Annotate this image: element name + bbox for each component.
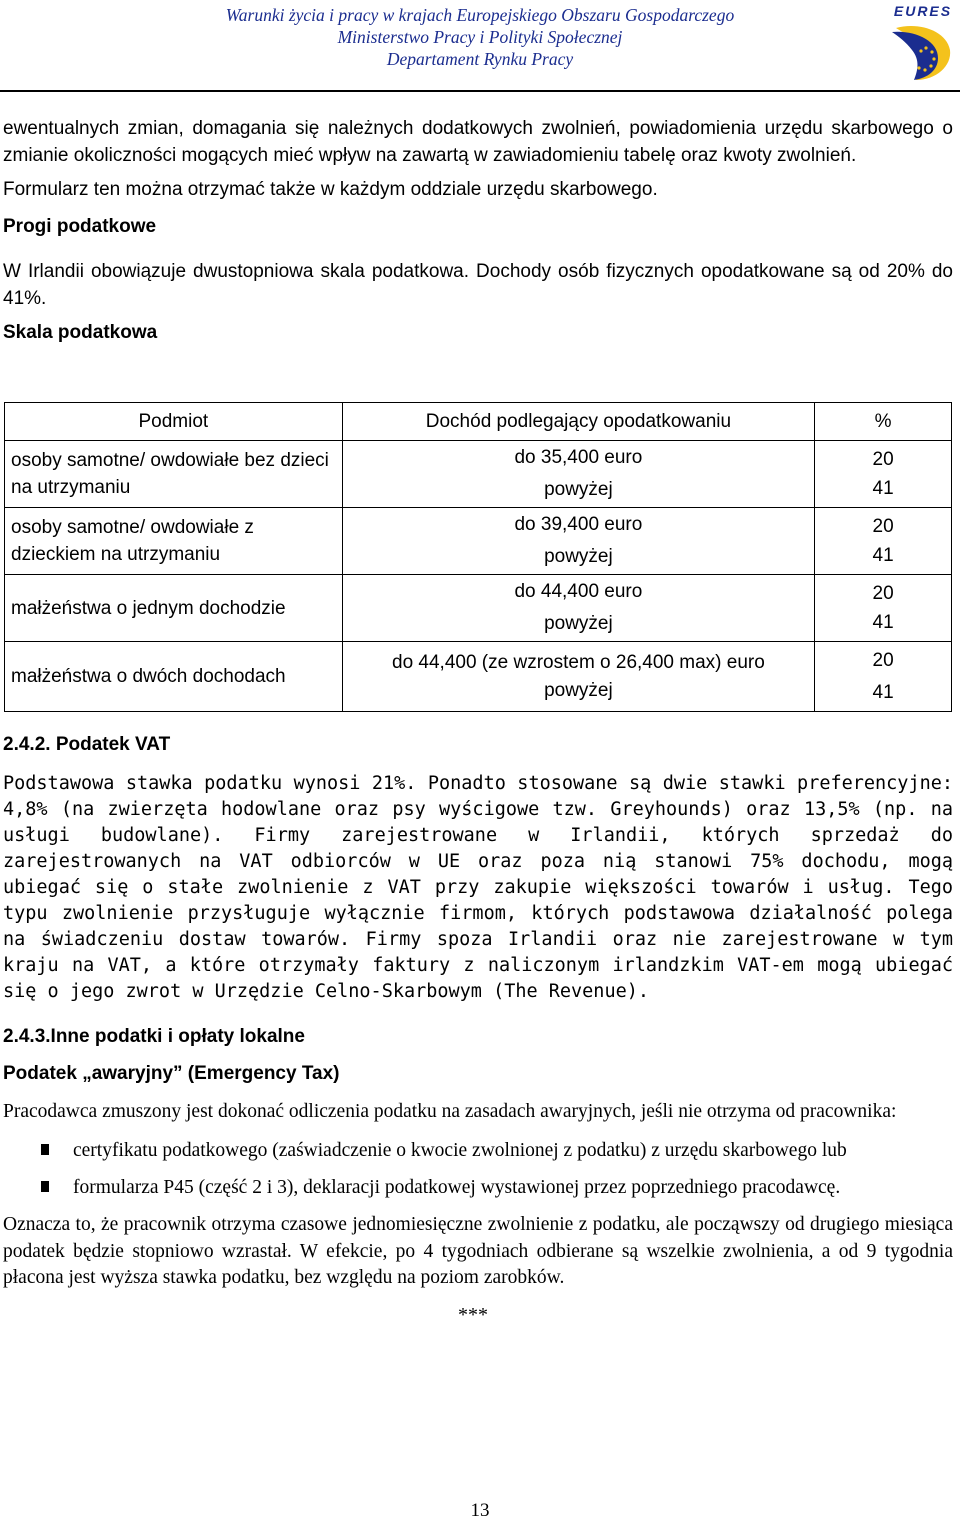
table-cell-rate (815, 575, 952, 642)
table-cell-rate (815, 508, 952, 575)
table-row (5, 575, 952, 642)
income-above: powyżej (544, 679, 613, 701)
intro-paragraph-2: Formularz ten można otrzymać także w każdym oddziale urzędu skarbowego. (3, 179, 658, 200)
table-title: Skala podatkowa (3, 322, 158, 343)
tax-scale-table (4, 402, 952, 712)
list-item-text: formularza P45 (część 2 i 3), deklaracji podatkowej wystawionej przez poprzedniego pracodawcę. (73, 1176, 841, 1198)
table-cell-subject: osoby samotne/ owdowiałe z dzieckiem na utrzymaniu (5, 508, 343, 575)
income-above: powyżej (544, 613, 613, 634)
page-body (3, 116, 953, 347)
requirements-list (3, 1138, 953, 1201)
table-row (5, 642, 952, 712)
list-item (3, 1138, 953, 1165)
table-cell-subject: osoby samotne/ owdowiałe bez dzieci na utrzymaniu (5, 441, 343, 508)
income-threshold: do 44,400 euro (514, 581, 643, 602)
table-row (5, 508, 952, 575)
section-heading-local-taxes: 2.4.3.Inne podatki i opłaty lokalne (3, 1025, 305, 1047)
rate-upper: 41 (872, 612, 894, 633)
square-bullet-icon (41, 1144, 49, 1155)
rate-lower: 20 (872, 449, 894, 470)
income-above: powyżej (544, 479, 613, 500)
closing-paragraph: Oznacza to, że pracownik otrzyma czasowe jednomiesięczne zwolnienie z podatku, ale począwszy od drugiego miesiąca podatek będzie stopniowo wzrastał. W efekcie, po 4 tygodniach odbierane są wszelkie zwolnienia, a od 9 tygodnia płacona jest wyższa stawka podatku, bez względu na poziom zarobków. (3, 1214, 953, 1288)
header-line-2: Ministerstwo Pracy i Polityki Społecznej (337, 27, 623, 47)
income-threshold: do 35,400 euro (514, 447, 643, 468)
header-divider (0, 90, 960, 92)
list-item (3, 1175, 953, 1202)
rate-upper: 41 (872, 478, 894, 499)
table-cell-income (342, 441, 815, 508)
vat-paragraph: Podstawowa stawka podatku wynosi 21%. Ponadto stosowane są dwie stawki preferencyjne: 4,8% (na zwierzęta hodowlane oraz psy wyścigowe tzw. Greyhounds) oraz 13,5% (np. na usługi budowlane). Firmy zarejestrowane w Irlandii, których sprzedaż do zarejestrowanych na VAT odbiorców w UE oraz poza nią stanowi 75% dochodu, mogą ubiegać się o stałe zwolnienie z VAT przy zakupie większości towarów i usług. Tego typu zwolnienie przysługuje wyłącznie firmom, których podstawowa działalność polega na świadczeniu dostaw towarów. Firmy spoza Irlandii oraz nie zarejestrowane w tym kraju na VAT, a które otrzymały faktury z naliczonym irlandzkim VAT-em mogą ubiegać się o jego zwrot w Urzędzie Celno-Skarbowym (The Revenue). (3, 772, 953, 1002)
column-header-income: Dochód podlegający opodatkowaniu (342, 403, 815, 441)
eures-logo-text: EURES (893, 3, 953, 19)
table-row (5, 441, 952, 508)
header-line-1: Warunki życia i pracy w krajach Europejskiego Obszaru Gospodarczego (225, 5, 735, 25)
eures-logo (888, 0, 958, 82)
page-header (150, 4, 810, 70)
table-cell-rate (815, 441, 952, 508)
page-body-lower (3, 732, 953, 1328)
emergency-tax-paragraph: Pracodawca zmuszony jest dokonać odliczenia podatku na zasadach awaryjnych, jeśli nie otrzyma od pracownika: (3, 1100, 897, 1122)
section-heading-vat: 2.4.2. Podatek VAT (3, 734, 171, 755)
table-header-row (5, 403, 952, 441)
header-line-3: Departament Rynku Pracy (386, 49, 574, 69)
rate-lower: 20 (872, 649, 894, 671)
intro-paragraph-1: ewentualnych zmian, domagania się należnych dodatkowych zwolnień, powiadomienia urzędu skarbowego o zmianie okoliczności mogących mieć wpływ na zawartą w zawiadomieniu tabelę oraz kwoty zwolnień. (3, 118, 953, 166)
thresholds-paragraph: W Irlandii obowiązuje dwustopniowa skala podatkowa. Dochody osób fizycznych opodatkowane są od 20% do 41%. (3, 261, 953, 309)
table-cell-income (342, 642, 815, 712)
table-cell-income (342, 508, 815, 575)
section-heading-thresholds: Progi podatkowe (3, 215, 157, 237)
table-cell-income (342, 575, 815, 642)
rate-lower: 20 (872, 583, 894, 604)
column-header-subject: Podmiot (5, 403, 343, 441)
section-separator: *** (458, 1303, 488, 1326)
page-number: 13 (470, 1500, 490, 1521)
rate-upper: 41 (872, 681, 894, 703)
square-bullet-icon (41, 1181, 49, 1192)
rate-upper: 41 (872, 545, 894, 566)
table-cell-rate (815, 642, 952, 712)
column-header-rate: % (815, 403, 952, 441)
income-threshold: do 44,400 (ze wzrostem o 26,400 max) euro (392, 651, 765, 673)
rate-lower: 20 (872, 516, 894, 537)
emergency-tax-heading: Podatek „awaryjny” (Emergency Tax) (3, 1063, 340, 1084)
list-item-text: certyfikatu podatkowego (zaświadczenie o kwocie zwolnionej z podatku) z urzędu skarbowego lub (73, 1140, 847, 1161)
income-threshold: do 39,400 euro (514, 514, 643, 535)
table-cell-subject: małżeństwa o jednym dochodzie (5, 575, 343, 642)
income-above: powyżej (544, 546, 613, 567)
table-cell-subject: małżeństwa o dwóch dochodach (5, 642, 343, 712)
